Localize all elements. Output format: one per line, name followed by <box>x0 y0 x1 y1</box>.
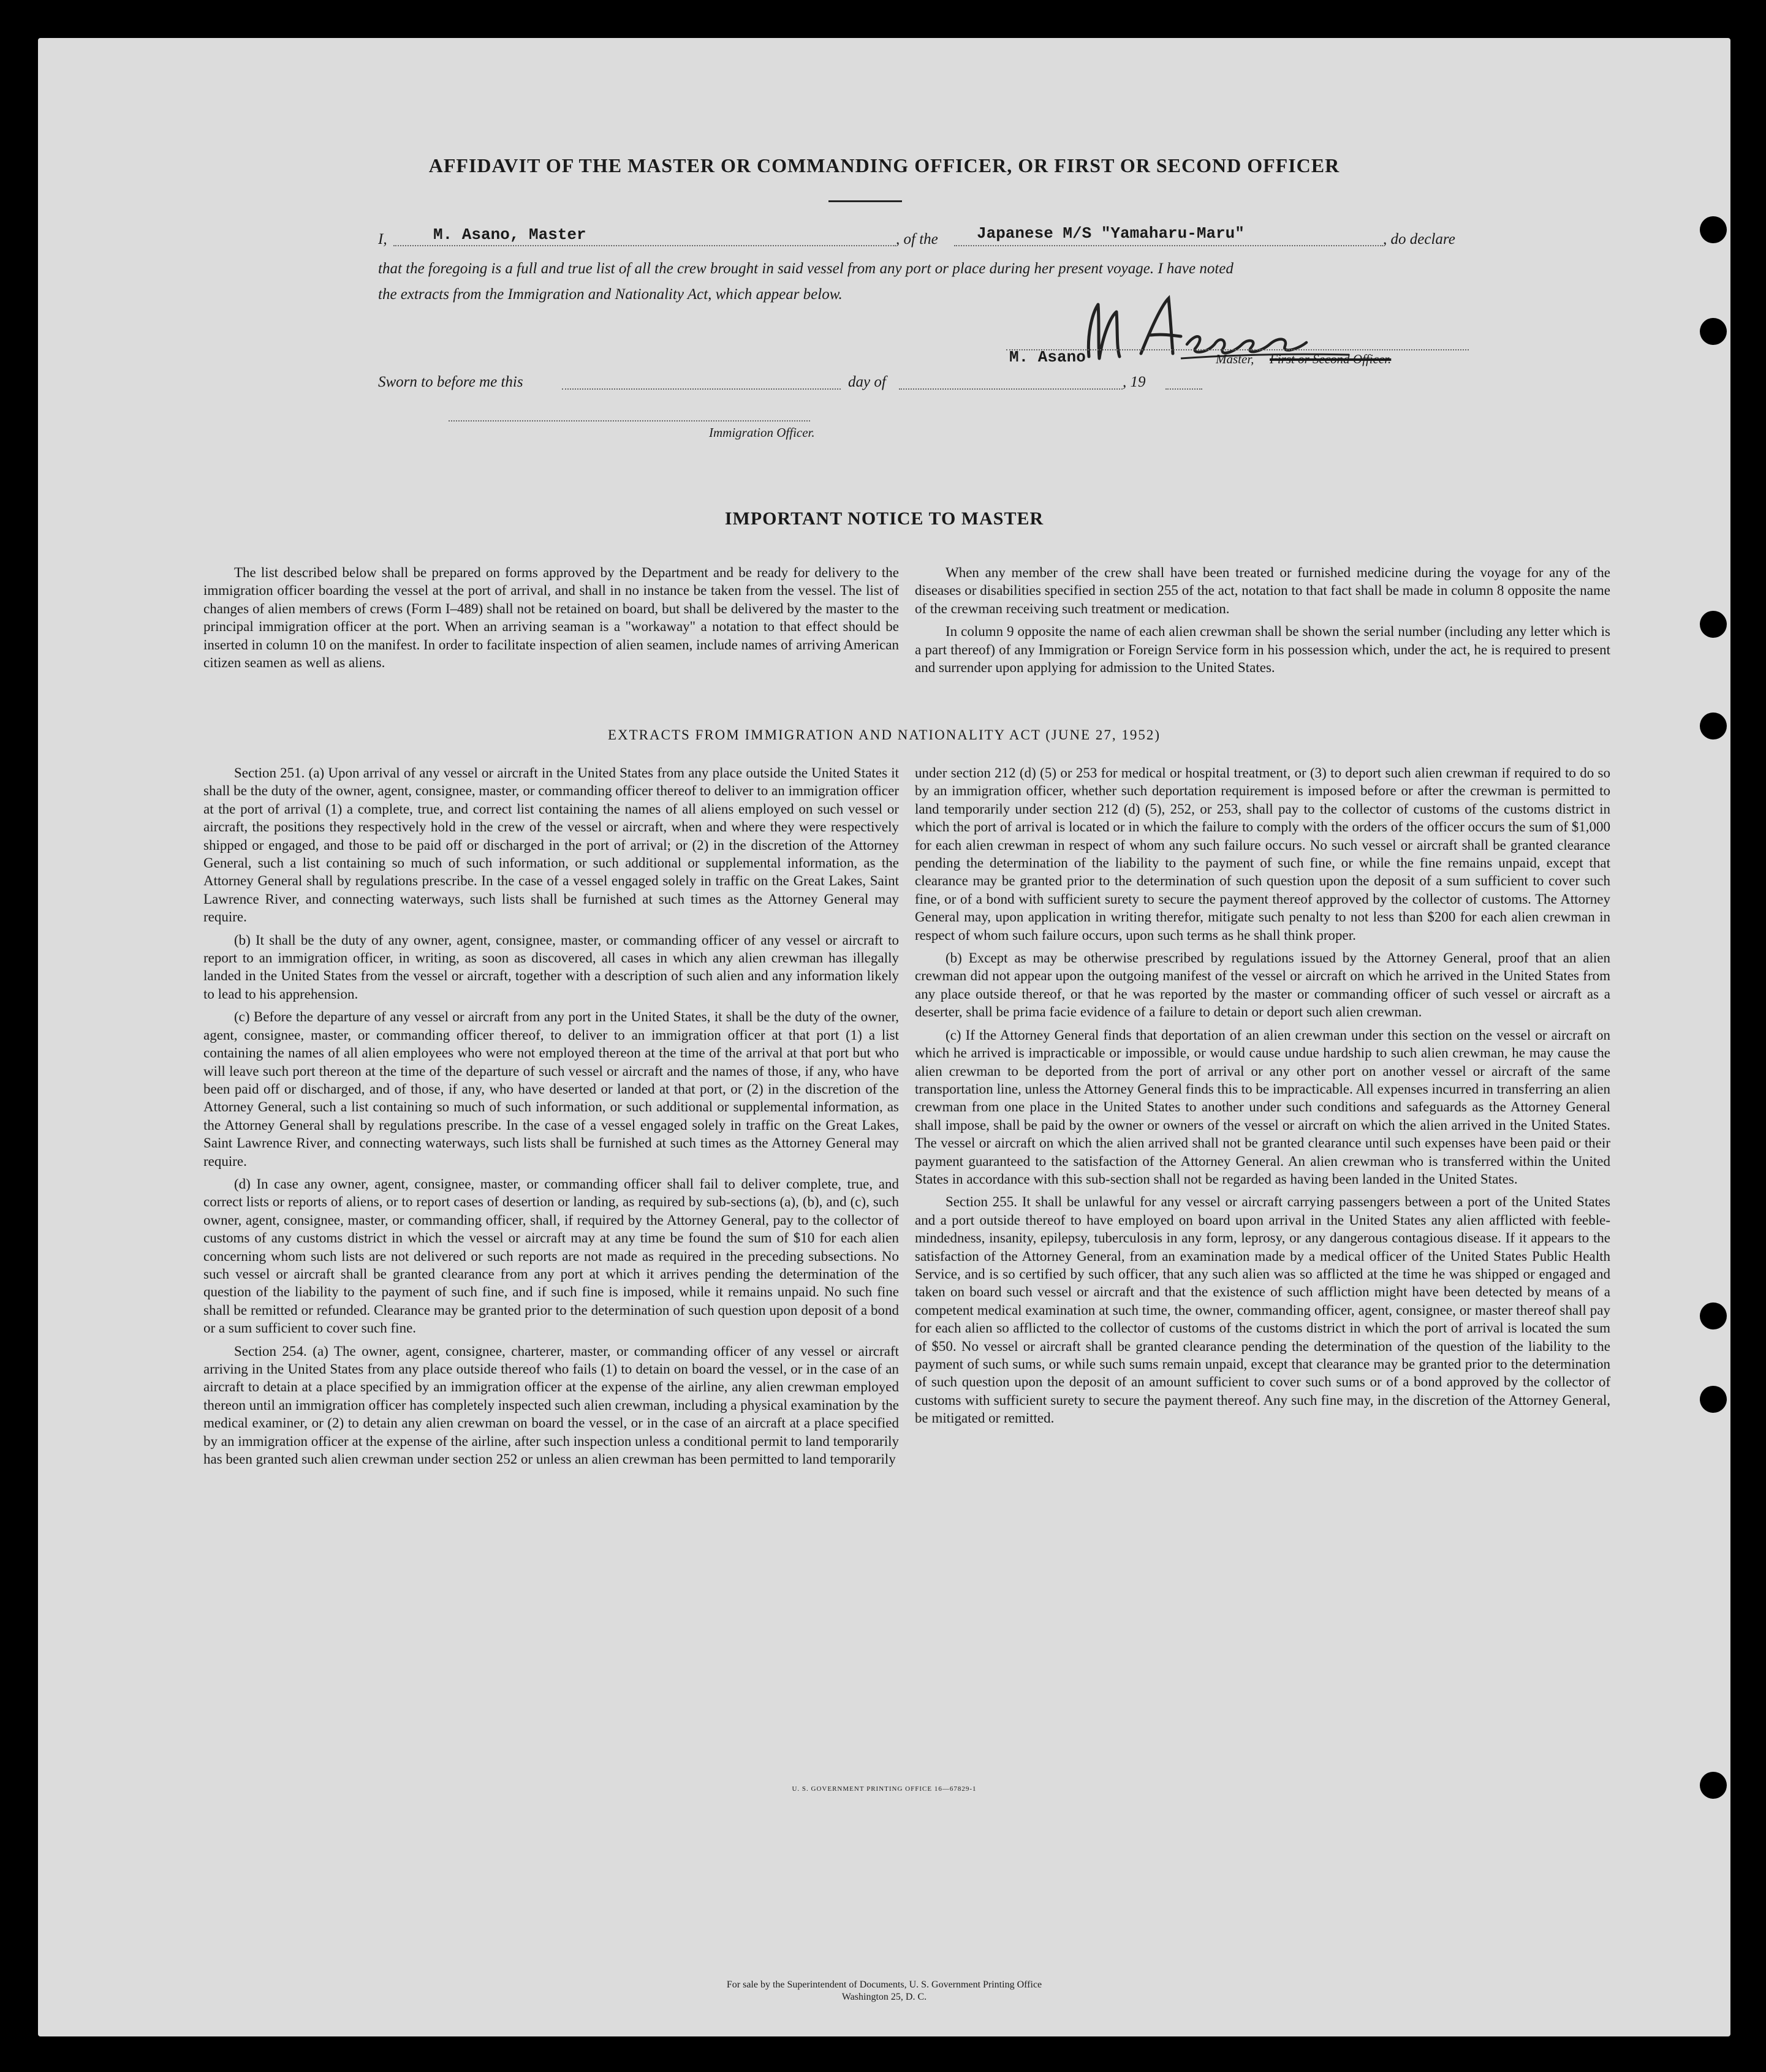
sworn-month-line <box>899 388 1123 390</box>
sworn-day-line <box>562 388 841 390</box>
declaration-line-1: that the foregoing is a full and true list of all the crew brought in said vessel from any port or place during her present voyage. I have noted <box>378 260 1234 277</box>
master-name-field: M. Asano, Master <box>433 225 586 244</box>
statute-paragraph: (c) Before the departure of any vessel or aircraft from any port in the United States, it shall be the duty of the owner, agent, consignee, master, or commanding officer thereof, to deliver to an immigration officer at that port (1) a list containing the names of all alien employees who were not employed thereon at the time of the arrival at that port but who will leave such port thereon at the time of the departure of such vessel or aircraft and the names of those, if any, who have been paid off or discharged, and of those, if any, who have deserted or landed at that port, or (2) in the discretion of the Attorney General, such a list containing so much of such information, or such additional or supplemental information, as the Attorney General shall by regulations prescribe. In the case of a vessel engaged solely in traffic on the Great Lakes, Saint Lawrence River, and connecting waterways, such lists shall be furnished at such times as the Attorney General may require. <box>203 1009 899 1169</box>
punch-hole <box>1700 1386 1727 1413</box>
notice-paragraph: When any member of the crew shall have been treated or furnished medicine during the voyage for any of the diseases or disabilities specified in section 255 of the act, notation to that fact shall be made in column 8 opposite the name of the crewman receiving such treatment or medication. <box>915 565 1610 616</box>
punch-hole <box>1700 216 1727 243</box>
statute-paragraph: Section 251. (a) Upon arrival of any vessel or aircraft in the United States from any place outside the United States it shall be the duty of the owner, agent, consignee, master, or commanding officer thereof to deliver to an immigration officer at the port of arrival (1) a complete, true, and correct list containing the names of all aliens employed on such vessel or aircraft, the positions they respectively hold in the crew of the vessel or aircraft, when and where they were respectively shipped or engaged, and those to be paid off or discharged in the port of arrival; or (2) in the discretion of the Attorney General, such a list containing so much of such information, or such additional or supplemental information, as the Attorney General shall by regulations prescribe. In the case of a vessel engaged solely in traffic on the Great Lakes, Saint Lawrence River, and connecting waterways, such lists shall be furnished at such times as the Attorney General may require. <box>203 765 899 925</box>
affidavit-title: AFFIDAVIT OF THE MASTER OR COMMANDING OFFICER, OR FIRST OR SECOND OFFICER <box>428 154 1340 176</box>
notice-left-column <box>203 564 899 676</box>
notice-right-column <box>915 564 1610 681</box>
immigration-officer-line <box>449 420 810 422</box>
day-of-label: day of <box>848 374 886 390</box>
statute-paragraph: under section 212 (d) (5) or 253 for medical or hospital treatment, or (3) to deport such alien crewman if required to do so by an immigration officer, whether such deportation requirement is imposed before or after the crewman is permitted to land temporarily under section 212 (d) (5), 252, or 253, shall pay to the collector of customs of the customs district in which the port of arrival is located or in which the failure to comply with the orders of the officer occurs the sum of $1,000 for each alien crewman in respect of whom any such failure occurs. No such vessel or aircraft shall be granted clearance pending the determination of the liability to the payment of such fine, or while the fine remains unpaid, except that clearance may be granted prior to the determination of such question upon the deposit of a sum sufficient to cover such fine, or of a bond with sufficient surety to secure the payment thereof approved by the collector of customs. The Attorney General may, upon application in writing therefor, mitigate such penalty to not less than $200 for each alien crewman in respect of whom such failure occurs, upon such terms as he shall think proper. <box>915 765 1610 943</box>
sworn-year-line <box>1165 388 1202 390</box>
statute-paragraph: (b) Except as may be otherwise prescribed by regulations issued by the Attorney General, proof that an alien crewman did not appear upon the outgoing manifest of the vessel or aircraft on which he arrived in the United States from any place outside thereof, or that he was reported by the master or commanding officer of such vessel or aircraft as a deserter, shall be prima facie evidence of a failure to detain or deport such alien crewman. <box>915 950 1610 1020</box>
punch-hole <box>1700 611 1727 638</box>
vessel-name-field: Japanese M/S "Yamaharu-Maru" <box>977 224 1245 243</box>
name-line <box>393 245 896 246</box>
statute-paragraph: (b) It shall be the duty of any owner, agent, consignee, master, or commanding officer of any vessel or aircraft to report to an immigration officer, in writing, as soon as discovered, all cases in which any alien crewman has illegally landed in the United States from the vessel or aircraft, together with a description of such alien and any information likely to lead to his apprehension. <box>203 932 899 1002</box>
sworn-label: Sworn to before me this <box>378 374 523 390</box>
declaration-line-2: the extracts from the Immigration and Nationality Act, which appear below. <box>378 286 843 303</box>
extracts-left-column <box>203 764 899 1473</box>
sale-line-2: Washington 25, D. C. <box>841 1992 927 2002</box>
statute-paragraph: Section 255. It shall be unlawful for any vessel or aircraft carrying passengers between a port of the United States and a port outside thereof to have employed on board upon arrival in the United States any alien afflicted with feeble-mindedness, insanity, epilepsy, tuberculosis in any form, leprosy, or any dangerous contagious disease. If it appears to the satisfaction of the Attorney General, from an examination made by a medical officer of the United States Public Health Service, and is so certified by such officer, that any such alien was so afflicted at the time he was shipped or engaged and taken on board such vessel or aircraft and that the existence of such affliction might have been detected by means of a competent medical examination at such time, the owner, commanding officer, agent, consignee, or master thereof shall pay for each alien so afflicted to the collector of customs of the customs district in which the port of arrival is located the sum of $50. No vessel or aircraft shall be granted clearance pending the determination of the question of the liability to the payment of such sums, or while such sums remain unpaid, except that clearance may be granted prior to the determination of such question upon the deposit of an amount sufficient to cover such sums or of a bond approved by the collector of customs with sufficient surety to secure the payment thereof. Any such fine may, in the discretion of the Attorney General, be mitigated or remitted. <box>915 1194 1610 1426</box>
statute-paragraph: Section 254. (a) The owner, agent, consignee, charterer, master, or commanding officer of any vessel or aircraft arriving in the United States from any place outside thereof who fails (1) to detain on board the vessel, or in the case of an aircraft to detain at a place specified by an immigration officer at the expense of the airline, any alien crewman employed thereon until an immigration officer has completely inspected such alien crewman, including a physical examination by the medical examiner, or (2) to detain any alien crewman on board the vessel, or in the case of an aircraft at a place specified by an immigration officer at the expense of the airline, after such inspection unless a conditional permit to land temporarily has been granted such alien crewman under section 252 or unless an alien crewman has been permitted to land temporarily <box>203 1343 899 1467</box>
notice-paragraph: The list described below shall be prepared on forms approved by the Department and be ready for delivery to the immigration officer boarding the vessel at the port of arrival, and shall in no instance be taken from the vessel. The list of changes of alien members of crews (Form I–489) shall not be retained on board, but shall be delivered by the master to the principal immigration officer at the port. When an arriving seaman is a "workaway" a notation to that effect should be inserted in column 10 on the manifest. In order to facilitate inspection of alien seamen, include names of arriving American citizen seamen as well as aliens. <box>203 565 899 671</box>
immigration-officer-label: Immigration Officer. <box>709 425 815 440</box>
statute-paragraph: (d) In case any owner, agent, consignee, master, or commanding officer shall fail to deliver complete, true, and correct lists or reports of aliens, or to report cases of desertion or landing, as required by sub-sections (a), (b), and (c), such owner, agent, consignee, master, or commanding officer, shall, if required by the Attorney General, pay to the collector of customs of any customs district in which the vessel or aircraft may at any time be found the sum of $10 for each alien concerning whom such lists are not delivered or such reports are not made as required in the preceding subsections. No such vessel or aircraft shall be granted clearance from any port at which it arrives pending the determination of the question of the liability to the payment of such fine, and if such fine is imposed, while it remains unpaid. No such fine shall be remitted or refunded. Clearance may be granted prior to the determination of such question upon deposit of a bond or a sum sufficient to cover such fine. <box>203 1176 899 1336</box>
punch-hole <box>1700 318 1727 345</box>
of-the-label: , of the <box>896 231 938 248</box>
sale-line-1: For sale by the Superintendent of Documents, U. S. Government Printing Office <box>726 1979 1042 1990</box>
gpo-imprint: U. S. GOVERNMENT PRINTING OFFICE 16—67829-1 <box>792 1785 977 1793</box>
notice-paragraph: In column 9 opposite the name of each alien crewman shall be shown the serial number (including any letter which is a part thereof) of any Immigration or Foreign Service form in his possession which, under the act, he is required to present and surrender upon applying for admission to the United States. <box>915 624 1610 676</box>
extracts-title: EXTRACTS FROM IMMIGRATION AND NATIONALITY ACT (JUNE 27, 1952) <box>607 727 1161 743</box>
notice-title: IMPORTANT NOTICE TO MASTER <box>724 509 1044 529</box>
signer-typed-name: M. Asano <box>1009 348 1086 366</box>
master-label: Master, <box>1216 352 1254 366</box>
do-declare-label: , do declare <box>1383 231 1455 248</box>
title-rule <box>828 200 902 202</box>
vessel-line <box>954 245 1383 246</box>
punch-hole <box>1700 1303 1727 1329</box>
extracts-right-column <box>915 764 1610 1432</box>
struck-officer-text: First or Second Officer. <box>1270 352 1392 366</box>
i-label: I, <box>378 231 387 248</box>
year-prefix-label: , 19 <box>1123 374 1146 390</box>
statute-paragraph: (c) If the Attorney General finds that deportation of an alien crewman under this section on the vessel or aircraft on which he arrived is impracticable or impossible, or would cause undue hardship to such alien crewman, he may cause the alien crewman to be deported from the port of arrival or any other port on another vessel or aircraft of the same transportation line, unless the Attorney General finds this to be impracticable. All expenses incurred in transferring an alien crewman from one place in the United States to another under such conditions and safeguards as the Attorney General shall impose, shall be paid by the owner or owners of the vessel or aircraft on which the alien arrived in the United States. The vessel or aircraft on which the alien arrived shall not be granted clearance until such expenses have been paid or their payment guaranteed to the satisfaction of the Attorney General. An alien crewman who is transferred within the United States in accordance with this sub-section shall not be regarded as having been landed in the United States. <box>915 1027 1610 1187</box>
sale-notice <box>38 1979 1730 2003</box>
document-page <box>38 38 1730 2036</box>
